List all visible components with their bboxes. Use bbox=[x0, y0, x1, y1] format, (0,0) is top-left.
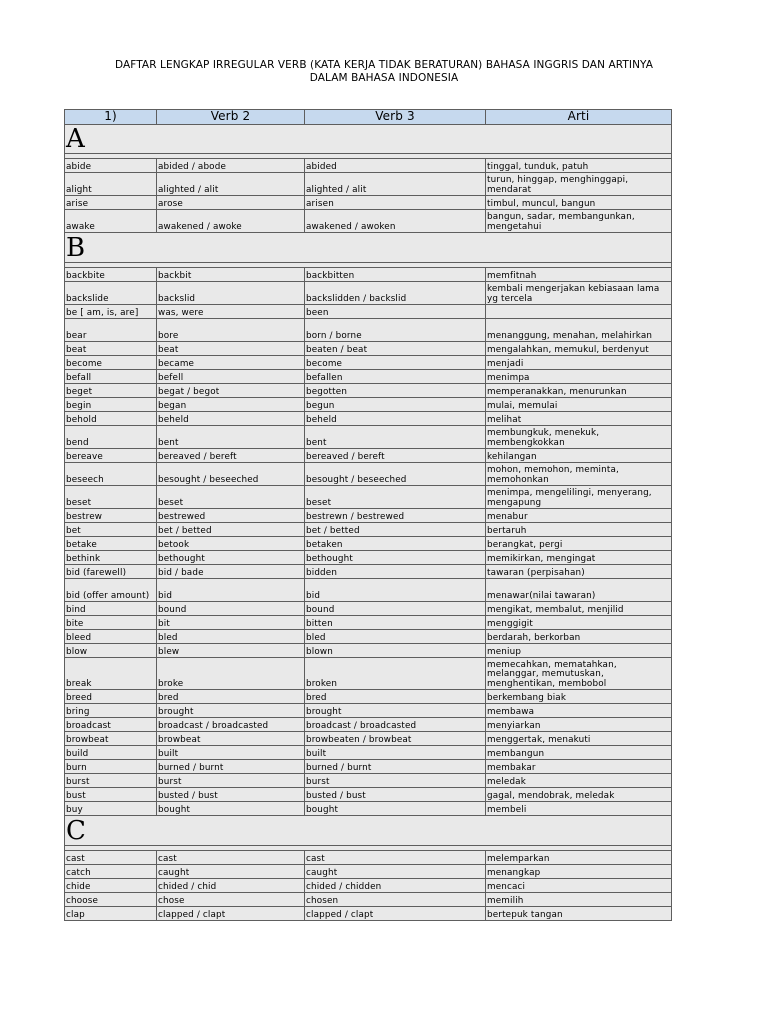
cell-verb1: browbeat bbox=[65, 732, 157, 746]
cell-arti: membangun bbox=[486, 746, 672, 760]
cell-verb3: burned / burnt bbox=[305, 760, 486, 774]
table-row bbox=[65, 774, 672, 788]
section-letter: C bbox=[65, 816, 672, 846]
cell-verb2: befell bbox=[157, 370, 305, 384]
cell-verb1: bleed bbox=[65, 630, 157, 644]
header-verb2: Verb 2 bbox=[157, 110, 305, 125]
cell-arti: berdarah, berkorban bbox=[486, 630, 672, 644]
table-row bbox=[65, 658, 672, 690]
cell-arti: mohon, memohon, meminta, memohonkan bbox=[486, 463, 672, 486]
cell-verb1: bid (offer amount) bbox=[65, 579, 157, 602]
section-letter: B bbox=[65, 233, 672, 263]
cell-verb1: beseech bbox=[65, 463, 157, 486]
cell-arti: memecahkan, mematahkan, melanggar, memutuskan, menghentikan, membobol bbox=[486, 658, 672, 690]
cell-verb1: burn bbox=[65, 760, 157, 774]
cell-verb2: bled bbox=[157, 630, 305, 644]
cell-verb2: arose bbox=[157, 196, 305, 210]
cell-verb3: awakened / awoken bbox=[305, 210, 486, 233]
header-arti: Arti bbox=[486, 110, 672, 125]
cell-verb3: bitten bbox=[305, 616, 486, 630]
cell-verb1: awake bbox=[65, 210, 157, 233]
cell-arti: menimpa bbox=[486, 370, 672, 384]
cell-verb3: bent bbox=[305, 426, 486, 449]
cell-verb2: beat bbox=[157, 342, 305, 356]
cell-arti: membungkuk, menekuk, membengkokkan bbox=[486, 426, 672, 449]
cell-verb2: brought bbox=[157, 704, 305, 718]
table-row bbox=[65, 305, 672, 319]
cell-verb3: clapped / clapt bbox=[305, 907, 486, 921]
table-row bbox=[65, 342, 672, 356]
table-row bbox=[65, 398, 672, 412]
cell-verb1: break bbox=[65, 658, 157, 690]
cell-verb2: became bbox=[157, 356, 305, 370]
cell-verb3: begun bbox=[305, 398, 486, 412]
cell-verb2: blew bbox=[157, 644, 305, 658]
cell-verb1: backbite bbox=[65, 268, 157, 282]
cell-arti: meniup bbox=[486, 644, 672, 658]
cell-verb1: bind bbox=[65, 602, 157, 616]
cell-verb2: bound bbox=[157, 602, 305, 616]
table-row bbox=[65, 196, 672, 210]
cell-verb2: bought bbox=[157, 802, 305, 816]
cell-arti: membakar bbox=[486, 760, 672, 774]
cell-verb1: bite bbox=[65, 616, 157, 630]
cell-verb2: abided / abode bbox=[157, 159, 305, 173]
cell-verb3: built bbox=[305, 746, 486, 760]
cell-arti: menggigit bbox=[486, 616, 672, 630]
verb-table-body bbox=[65, 125, 672, 921]
table-row bbox=[65, 579, 672, 602]
cell-verb2: browbeat bbox=[157, 732, 305, 746]
cell-arti: membawa bbox=[486, 704, 672, 718]
table-row bbox=[65, 356, 672, 370]
table-row bbox=[65, 523, 672, 537]
table-row bbox=[65, 760, 672, 774]
cell-verb3: bound bbox=[305, 602, 486, 616]
table-row bbox=[65, 319, 672, 342]
cell-arti: mencaci bbox=[486, 879, 672, 893]
cell-arti: memfitnah bbox=[486, 268, 672, 282]
cell-verb1: broadcast bbox=[65, 718, 157, 732]
cell-verb2: burned / burnt bbox=[157, 760, 305, 774]
cell-arti: menanggung, menahan, melahirkan bbox=[486, 319, 672, 342]
cell-arti: mengikat, membalut, menjilid bbox=[486, 602, 672, 616]
cell-arti: menimpa, mengelilingi, menyerang, mengapung bbox=[486, 486, 672, 509]
cell-verb3: broken bbox=[305, 658, 486, 690]
table-row bbox=[65, 370, 672, 384]
cell-arti: kehilangan bbox=[486, 449, 672, 463]
cell-verb3: besought / beseeched bbox=[305, 463, 486, 486]
cell-verb3: betaken bbox=[305, 537, 486, 551]
cell-verb2: bore bbox=[157, 319, 305, 342]
cell-verb3: browbeaten / browbeat bbox=[305, 732, 486, 746]
table-row bbox=[65, 718, 672, 732]
cell-verb1: alight bbox=[65, 173, 157, 196]
table-row bbox=[65, 704, 672, 718]
cell-arti: menggertak, menakuti bbox=[486, 732, 672, 746]
cell-arti: berkembang biak bbox=[486, 690, 672, 704]
cell-verb3: chosen bbox=[305, 893, 486, 907]
cell-arti: bertepuk tangan bbox=[486, 907, 672, 921]
cell-verb3: befallen bbox=[305, 370, 486, 384]
cell-verb3: backbitten bbox=[305, 268, 486, 282]
cell-arti: turun, hinggap, menghinggapi, mendarat bbox=[486, 173, 672, 196]
cell-verb3: born / borne bbox=[305, 319, 486, 342]
cell-verb1: beget bbox=[65, 384, 157, 398]
cell-verb3: blown bbox=[305, 644, 486, 658]
table-row bbox=[65, 173, 672, 196]
cell-verb1: bear bbox=[65, 319, 157, 342]
section-letter-row bbox=[65, 125, 672, 154]
table-row bbox=[65, 509, 672, 523]
cell-verb3: bought bbox=[305, 802, 486, 816]
cell-verb1: abide bbox=[65, 159, 157, 173]
header-verb1: 1) bbox=[65, 110, 157, 125]
cell-verb1: become bbox=[65, 356, 157, 370]
cell-arti: menyiarkan bbox=[486, 718, 672, 732]
cell-arti: berangkat, pergi bbox=[486, 537, 672, 551]
cell-verb3: abided bbox=[305, 159, 486, 173]
cell-verb1: clap bbox=[65, 907, 157, 921]
cell-verb1: blow bbox=[65, 644, 157, 658]
section-letter: A bbox=[65, 125, 672, 154]
cell-arti: memilih bbox=[486, 893, 672, 907]
cell-verb1: bestrew bbox=[65, 509, 157, 523]
table-row bbox=[65, 802, 672, 816]
cell-arti: tinggal, tunduk, patuh bbox=[486, 159, 672, 173]
cell-verb2: awakened / awoke bbox=[157, 210, 305, 233]
header-row bbox=[65, 110, 672, 125]
cell-verb1: betake bbox=[65, 537, 157, 551]
table-row bbox=[65, 268, 672, 282]
cell-verb2: backbit bbox=[157, 268, 305, 282]
cell-verb3: beset bbox=[305, 486, 486, 509]
section-letter-row bbox=[65, 816, 672, 846]
cell-verb3: backslidden / backslid bbox=[305, 282, 486, 305]
cell-arti: menangkap bbox=[486, 865, 672, 879]
cell-arti: menawar(nilai tawaran) bbox=[486, 579, 672, 602]
cell-verb2: backslid bbox=[157, 282, 305, 305]
table-row bbox=[65, 384, 672, 398]
cell-verb3: bid bbox=[305, 579, 486, 602]
cell-verb1: choose bbox=[65, 893, 157, 907]
cell-verb3: bled bbox=[305, 630, 486, 644]
cell-arti: melemparkan bbox=[486, 851, 672, 865]
cell-verb3: bred bbox=[305, 690, 486, 704]
cell-verb3: bestrewn / bestrewed bbox=[305, 509, 486, 523]
table-row bbox=[65, 644, 672, 658]
cell-verb2: busted / bust bbox=[157, 788, 305, 802]
table-row bbox=[65, 907, 672, 921]
document-title bbox=[60, 59, 708, 85]
table-row bbox=[65, 616, 672, 630]
cell-verb2: began bbox=[157, 398, 305, 412]
cell-verb2: built bbox=[157, 746, 305, 760]
cell-verb2: burst bbox=[157, 774, 305, 788]
title-line-1: DAFTAR LENGKAP IRREGULAR VERB (KATA KERJA TIDAK BERATURAN) BAHASA INGGRIS DAN ARTINYA bbox=[114, 59, 654, 71]
cell-arti: tawaran (perpisahan) bbox=[486, 565, 672, 579]
cell-verb1: chide bbox=[65, 879, 157, 893]
table-row bbox=[65, 851, 672, 865]
table-row bbox=[65, 746, 672, 760]
table-row bbox=[65, 602, 672, 616]
table-row bbox=[65, 630, 672, 644]
cell-arti: melihat bbox=[486, 412, 672, 426]
irregular-verb-table bbox=[64, 109, 672, 921]
cell-verb2: bred bbox=[157, 690, 305, 704]
section-letter-row bbox=[65, 233, 672, 263]
table-row bbox=[65, 463, 672, 486]
cell-arti: meledak bbox=[486, 774, 672, 788]
cell-verb1: bust bbox=[65, 788, 157, 802]
cell-verb3: chided / chidden bbox=[305, 879, 486, 893]
cell-verb3: busted / bust bbox=[305, 788, 486, 802]
table-row bbox=[65, 893, 672, 907]
table-row bbox=[65, 412, 672, 426]
cell-verb1: cast bbox=[65, 851, 157, 865]
cell-verb3: become bbox=[305, 356, 486, 370]
cell-arti bbox=[486, 305, 672, 319]
table-row bbox=[65, 879, 672, 893]
cell-verb1: be [ am, is, are] bbox=[65, 305, 157, 319]
table-row bbox=[65, 486, 672, 509]
cell-verb2: broke bbox=[157, 658, 305, 690]
cell-verb1: backslide bbox=[65, 282, 157, 305]
cell-verb1: burst bbox=[65, 774, 157, 788]
cell-verb2: bestrewed bbox=[157, 509, 305, 523]
cell-verb3: beheld bbox=[305, 412, 486, 426]
cell-verb1: bet bbox=[65, 523, 157, 537]
cell-verb2: clapped / clapt bbox=[157, 907, 305, 921]
cell-verb3: alighted / alit bbox=[305, 173, 486, 196]
cell-verb2: bethought bbox=[157, 551, 305, 565]
cell-verb1: bethink bbox=[65, 551, 157, 565]
cell-verb1: behold bbox=[65, 412, 157, 426]
cell-verb2: bereaved / bereft bbox=[157, 449, 305, 463]
cell-verb1: beat bbox=[65, 342, 157, 356]
cell-arti: menjadi bbox=[486, 356, 672, 370]
cell-arti: menabur bbox=[486, 509, 672, 523]
cell-verb3: cast bbox=[305, 851, 486, 865]
table-row bbox=[65, 537, 672, 551]
table-row bbox=[65, 565, 672, 579]
cell-arti: kembali mengerjakan kebiasaan lama yg tercela bbox=[486, 282, 672, 305]
cell-verb1: bend bbox=[65, 426, 157, 449]
cell-verb2: beset bbox=[157, 486, 305, 509]
cell-verb2: broadcast / broadcasted bbox=[157, 718, 305, 732]
table-row bbox=[65, 426, 672, 449]
cell-arti: membeli bbox=[486, 802, 672, 816]
cell-arti: gagal, mendobrak, meledak bbox=[486, 788, 672, 802]
cell-verb3: burst bbox=[305, 774, 486, 788]
cell-verb1: befall bbox=[65, 370, 157, 384]
cell-verb3: bet / betted bbox=[305, 523, 486, 537]
table-row bbox=[65, 210, 672, 233]
cell-verb3: caught bbox=[305, 865, 486, 879]
cell-verb3: beaten / beat bbox=[305, 342, 486, 356]
cell-verb3: bereaved / bereft bbox=[305, 449, 486, 463]
cell-verb3: begotten bbox=[305, 384, 486, 398]
cell-verb3: broadcast / broadcasted bbox=[305, 718, 486, 732]
cell-arti: memikirkan, mengingat bbox=[486, 551, 672, 565]
cell-verb2: beheld bbox=[157, 412, 305, 426]
cell-verb1: bring bbox=[65, 704, 157, 718]
title-line-2: DALAM BAHASA INDONESIA bbox=[309, 72, 459, 84]
cell-arti: mengalahkan, memukul, berdenyut bbox=[486, 342, 672, 356]
cell-verb2: caught bbox=[157, 865, 305, 879]
cell-verb3: bethought bbox=[305, 551, 486, 565]
cell-verb1: beset bbox=[65, 486, 157, 509]
cell-verb3: bidden bbox=[305, 565, 486, 579]
cell-arti: bangun, sadar, membangunkan, mengetahui bbox=[486, 210, 672, 233]
table-row bbox=[65, 449, 672, 463]
cell-verb2: bid / bade bbox=[157, 565, 305, 579]
cell-verb1: catch bbox=[65, 865, 157, 879]
cell-verb1: bereave bbox=[65, 449, 157, 463]
cell-verb1: bid (farewell) bbox=[65, 565, 157, 579]
cell-arti: mulai, memulai bbox=[486, 398, 672, 412]
cell-verb1: build bbox=[65, 746, 157, 760]
cell-verb2: chided / chid bbox=[157, 879, 305, 893]
cell-verb1: breed bbox=[65, 690, 157, 704]
cell-verb2: was, were bbox=[157, 305, 305, 319]
table-row bbox=[65, 282, 672, 305]
cell-verb2: cast bbox=[157, 851, 305, 865]
table-row bbox=[65, 159, 672, 173]
cell-verb2: bet / betted bbox=[157, 523, 305, 537]
cell-verb2: bit bbox=[157, 616, 305, 630]
cell-verb3: brought bbox=[305, 704, 486, 718]
cell-verb2: bid bbox=[157, 579, 305, 602]
table-row bbox=[65, 551, 672, 565]
cell-verb1: arise bbox=[65, 196, 157, 210]
cell-verb2: begat / begot bbox=[157, 384, 305, 398]
cell-verb3: been bbox=[305, 305, 486, 319]
cell-verb1: begin bbox=[65, 398, 157, 412]
cell-arti: memperanakkan, menurunkan bbox=[486, 384, 672, 398]
table-row bbox=[65, 865, 672, 879]
cell-verb2: bent bbox=[157, 426, 305, 449]
cell-verb1: buy bbox=[65, 802, 157, 816]
cell-arti: timbul, muncul, bangun bbox=[486, 196, 672, 210]
cell-verb2: betook bbox=[157, 537, 305, 551]
cell-arti: bertaruh bbox=[486, 523, 672, 537]
cell-verb2: alighted / alit bbox=[157, 173, 305, 196]
cell-verb3: arisen bbox=[305, 196, 486, 210]
header-verb3: Verb 3 bbox=[305, 110, 486, 125]
table-row bbox=[65, 690, 672, 704]
cell-verb2: chose bbox=[157, 893, 305, 907]
table-row bbox=[65, 788, 672, 802]
table-row bbox=[65, 732, 672, 746]
cell-verb2: besought / beseeched bbox=[157, 463, 305, 486]
